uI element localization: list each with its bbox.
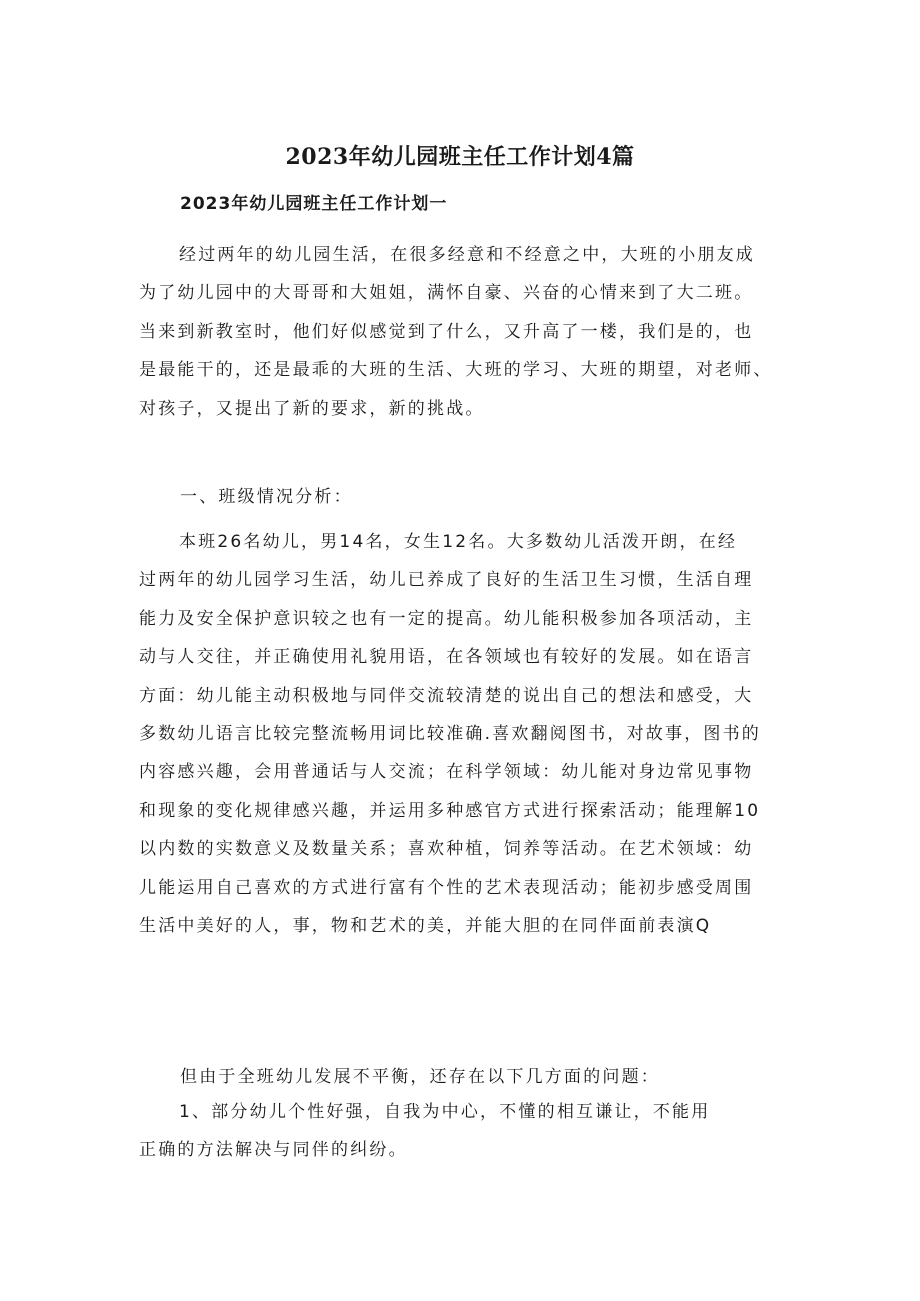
paragraph-line: 经过两年的幼儿园生活，在很多经意和不经意之中，大班的小朋友成 bbox=[179, 245, 755, 265]
section-heading: 一、班级情况分析： bbox=[180, 487, 353, 507]
paragraph-line: 是最能干的，还是最乖的大班的生活、大班的学习、大班的期望，对老师、 bbox=[139, 360, 773, 381]
problems-intro: 但由于全班幼儿发展不平衡，还存在以下几方面的问题： bbox=[180, 1067, 660, 1087]
paragraph-line: 能力及安全保护意识较之也有一定的提高。幼儿能积极参加各项活动，主 bbox=[139, 608, 754, 629]
paragraph-line: 方面：幼儿能主动积极地与同伴交流较清楚的说出自己的想法和感受，大 bbox=[139, 685, 754, 706]
paragraph-line: 当来到新教室时，他们好似感觉到了什么，又升高了一楼，我们是的，也 bbox=[139, 321, 754, 342]
paragraph-line: 内容感兴趣，会用普通话与人交流；在科学领域：幼儿能对身边常见事物 bbox=[139, 762, 754, 783]
paragraph-line: 动与人交往，并正确使用礼貌用语，在各领域也有较好的发展。如在语言 bbox=[139, 647, 754, 668]
problem-item-1 bbox=[139, 1093, 799, 1170]
class-analysis-paragraph bbox=[139, 523, 799, 945]
paragraph-line: 正确的方法解决与同伴的纠纷。 bbox=[139, 1140, 408, 1161]
section-subtitle: 2023年幼儿园班主任工作计划一 bbox=[180, 194, 448, 214]
paragraph-line: 多数幼儿语言比较完整流畅用词比较准确.喜欢翻阅图书，对故事，图书的 bbox=[139, 724, 762, 745]
paragraph-line: 和现象的变化规律感兴趣，并运用多种感官方式进行探索活动；能理解10 bbox=[139, 800, 761, 821]
document-title: 2023年幼儿园班主任工作计划4篇 bbox=[285, 144, 635, 170]
paragraph-line: 过两年的幼儿园学习生活，幼儿已养成了良好的生活卫生习惯，生活自理 bbox=[139, 570, 754, 591]
paragraph-line: 以内数的实数意义及数量关系；喜欢种植，饲养等活动。在艺术领域：幼 bbox=[139, 839, 754, 860]
intro-paragraph bbox=[139, 236, 799, 428]
paragraph-line: 为了幼儿园中的大哥哥和大姐姐，满怀自豪、兴奋的心情来到了大二班。 bbox=[139, 283, 754, 304]
paragraph-line: 儿能运用自己喜欢的方式进行富有个性的艺术表现活动；能初步感受周围 bbox=[139, 877, 754, 898]
paragraph-line: 对孩子，又提出了新的要求，新的挑战。 bbox=[139, 398, 485, 419]
paragraph-line: 1、部分幼儿个性好强，自我为中心，不懂的相互谦让，不能用 bbox=[179, 1102, 711, 1122]
paragraph-line: 本班26名幼儿，男14名，女生12名。大多数幼儿活泼开朗，在经 bbox=[179, 532, 738, 552]
paragraph-line: 生活中美好的人，事，物和艺术的美，并能大胆的在同伴面前表演Q bbox=[139, 916, 712, 937]
